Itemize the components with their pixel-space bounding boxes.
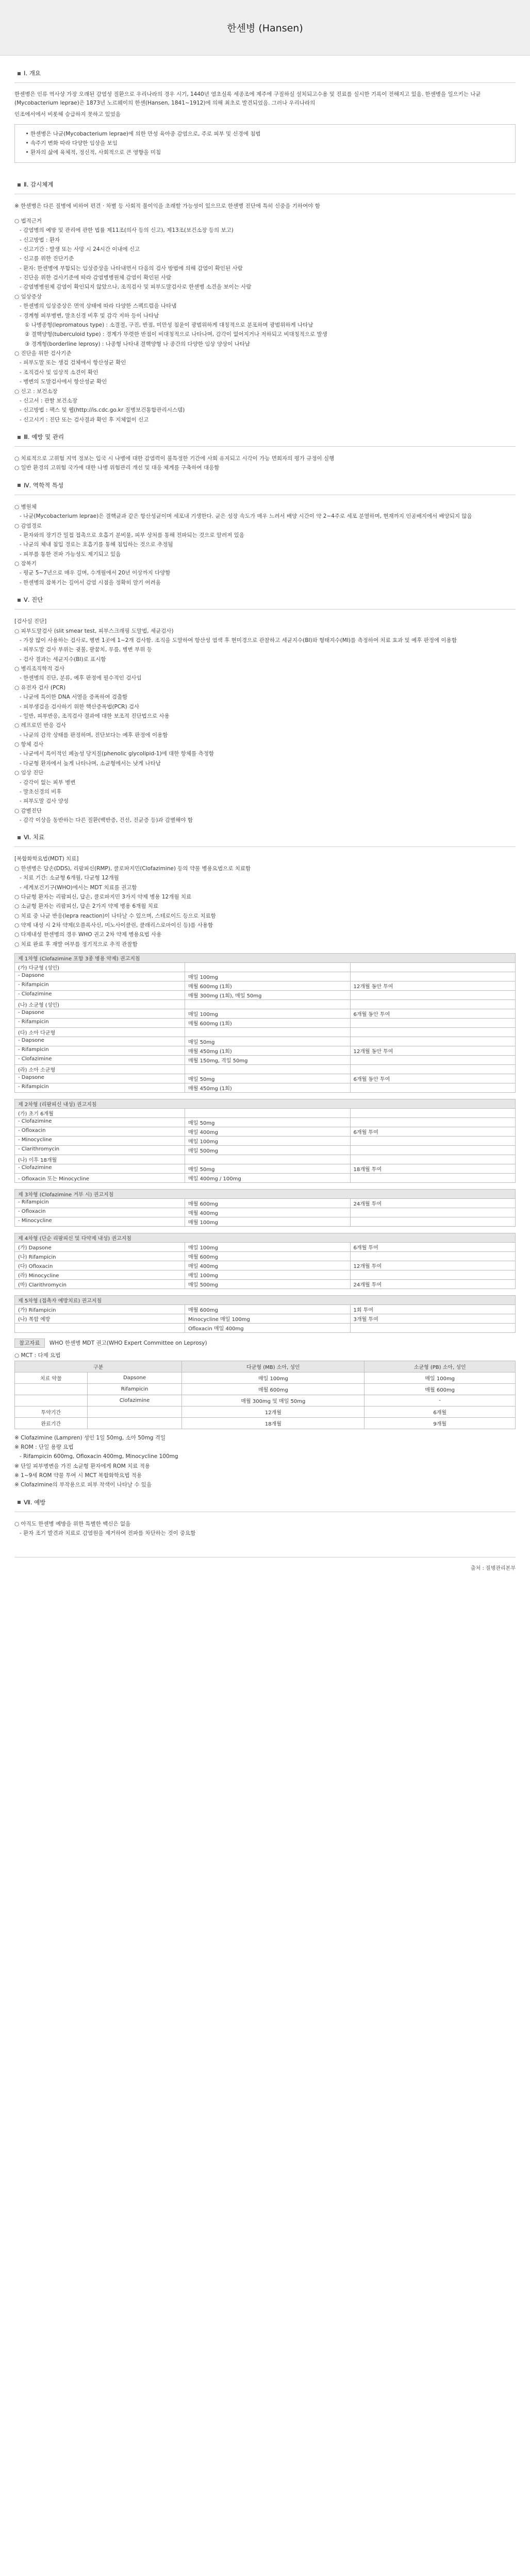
mct-cell: 매월 600mg xyxy=(182,1383,365,1395)
regimen-cell xyxy=(350,1000,515,1009)
text-line: - 신고방법 : 환자 xyxy=(20,236,60,243)
text-line: - 감염병의 예방 및 관리에 관한 법률 제11조(의사 등의 신고), 제13조(보건소장 등의 보고) xyxy=(20,227,234,234)
mct-cell: 매월 600mg xyxy=(365,1383,516,1395)
regimen-cell xyxy=(350,1155,515,1164)
regimen-cell: (가) 초기 6개월 xyxy=(15,1109,185,1118)
mct-header-cell: 구분 xyxy=(15,1361,182,1372)
regimen-row xyxy=(15,1146,516,1155)
regimen-row xyxy=(15,1243,516,1252)
mct-cell: 매월 300mg 및 매일 50mg xyxy=(182,1395,365,1406)
regimen-cell xyxy=(350,1109,515,1118)
regimen-row xyxy=(15,1208,516,1217)
vaccine-text xyxy=(14,1519,516,1538)
text-line: - 신고시기 : 진단 또는 검사결과 확인 후 지체없이 신고 xyxy=(20,416,149,423)
regimen-row xyxy=(15,1074,516,1083)
regimen-table xyxy=(14,1189,516,1227)
text-line: ※ 한센병은 다른 질병에 비하여 편견 · 차별 등 사회적 불이익을 초래할 가능성이 있으므로 한센병 진단에 특히 신중을 기하여야 함 xyxy=(14,203,320,210)
text-line: - 한센병의 잠복기는 길어서 감염 시점을 정확히 알기 어려움 xyxy=(20,579,161,586)
regimen-cell: 24개월 투여 xyxy=(350,1199,515,1208)
section-heading-diagnosis xyxy=(18,596,516,604)
regimen-row xyxy=(15,1261,516,1270)
regimen-title-row xyxy=(15,1296,516,1305)
mct-cell: Rifampicin xyxy=(87,1383,182,1395)
regimen-cell: 매일 50mg xyxy=(185,1118,350,1127)
square-bullet-icon xyxy=(18,1501,21,1504)
text-line: ○ 임상 진단 xyxy=(14,770,44,776)
text-line: - 신고기간 : 발생 또는 사망 시 24시간 이내에 신고 xyxy=(20,246,140,252)
mct-header-row xyxy=(15,1361,516,1372)
text-line: - 한센병의 진단, 분류, 예후 판정에 필수적인 검사임 xyxy=(20,675,142,682)
section-heading-prevention xyxy=(18,433,516,441)
text-line: ○ 치료 중 나균 반응(lepra reaction)이 나타날 수 있으며, 스테로이드 등으로 치료함 xyxy=(14,912,216,919)
reference-row xyxy=(14,1339,516,1347)
text-line: ○ 한센병은 답손(DDS), 리팜피신(RMP), 클로파지민(Clofazimine) 등의 약물 병용요법으로 치료함 xyxy=(14,865,251,872)
reference-label: 참고자료 xyxy=(14,1338,45,1348)
regimen-cell: (라) Minocycline xyxy=(15,1270,185,1280)
text-line: ○ 감별진단 xyxy=(14,807,42,814)
mct-cell: 18개월 xyxy=(182,1417,365,1429)
mct-cell: 투약기간 xyxy=(15,1406,88,1417)
regimen-cell: - Dapsone xyxy=(15,1037,185,1046)
regimen-row xyxy=(15,1270,516,1280)
text-line: ○ 일반 환경의 고위험 국가에 대한 나병 위험관리 개선 및 대응 체계를 구축하여 대응함 xyxy=(14,465,220,471)
section-heading-vaccine xyxy=(18,1498,516,1506)
regimen-cell: (나) 이후 18개월 xyxy=(15,1155,185,1164)
regimen-row xyxy=(15,1127,516,1137)
text-line xyxy=(14,211,516,216)
regimen-cell: (나) Rifampicin xyxy=(15,1252,185,1261)
regimen-cell: 6개월 투여 xyxy=(350,1243,515,1252)
reference-text: WHO 한센병 MDT 권고(WHO Expert Committee on Leprosy) xyxy=(49,1340,207,1347)
regimen-cell: - Ofloxacin xyxy=(15,1208,185,1217)
source-footer xyxy=(14,1557,516,1571)
text-line: ○ 유전자 검사 (PCR) xyxy=(14,684,66,691)
regimen-cell: (가) Dapsone xyxy=(15,1243,185,1252)
regimen-cell: 매월 600mg (1회) xyxy=(185,1019,350,1028)
mct-header-cell: 다균형 (MB) 소아, 성인 xyxy=(182,1361,365,1372)
regimen-cell xyxy=(185,963,350,972)
text-line: - 가장 많이 사용하는 검사로, 병변 1곳에 1~2개 검사함. 조직을 도말하여 항산성 염색 후 현미경으로 관찰하고 세균지수(BI)와 형태지수(MI)를 측정하여 치료 효과 및 예후 판정에 이용함 xyxy=(20,637,457,643)
square-bullet-icon xyxy=(18,484,21,487)
mct-table xyxy=(14,1361,516,1429)
regimen-cell xyxy=(350,1056,515,1065)
regimen-cell xyxy=(185,1109,350,1118)
regimen-cell: 매월 100mg xyxy=(185,1217,350,1227)
regimen-cell: - Rifampicin xyxy=(15,1019,185,1028)
regimen-cell: - Rifampicin xyxy=(15,1083,185,1093)
regimen-cell: 매월 400mg xyxy=(185,1208,350,1217)
text-line: - 신고방법 : 팩스 및 웹(http://is.cdc.go.kr 질병보건통합관리시스템) xyxy=(20,407,185,414)
regimen-cell: 매일 100mg xyxy=(185,1137,350,1146)
article-body xyxy=(0,56,530,1571)
regimen-cell: Minocycline 매일 100mg xyxy=(185,1314,350,1324)
text-line: - Rifampicin 600mg, Ofloxacin 400mg, Minocycline 100mg xyxy=(20,1453,178,1460)
treatment-notes xyxy=(14,1433,516,1490)
regimen-cell: 매월 600mg xyxy=(185,1252,350,1261)
regimen-cell: - Clofazimine xyxy=(15,1056,185,1065)
regimen-title: 제 2차형 (리팜피신 내성) 권고지침 xyxy=(15,1099,516,1109)
regimen-cell: 18개월 투여 xyxy=(350,1164,515,1174)
text-line: - 한센병의 임상증상은 면역 상태에 따라 다양한 스펙트럼을 나타냄 xyxy=(20,303,177,310)
regimen-cell: 12개월 동안 투여 xyxy=(350,981,515,991)
regimen-cell: (가) 다균형 (성인) xyxy=(15,963,185,972)
text-line: ○ 소균형 환자는 리팜피신, 답손 2가지 약제 병용 6개월 치료 xyxy=(14,903,159,910)
section-heading-surveillance xyxy=(18,180,516,189)
mct-header-cell: 소균형 (PB) 소아, 성인 xyxy=(365,1361,516,1372)
regimen-title: 제 1차형 (Clofazimine 포함 3종 병용 약제) 권고지침 xyxy=(15,954,516,963)
regimen-cell: 6개월 동안 투여 xyxy=(350,1009,515,1019)
regimen-cell: 매일 100mg xyxy=(185,1243,350,1252)
text-line: - 환자: 한센병에 부합되는 임상증상을 나타내면서 다음의 검사 방법에 의해 감염이 확인된 사람 xyxy=(20,265,243,272)
text-line: - 피부도말 또는 생검 검체에서 항산성균 확인 xyxy=(20,360,126,366)
regimen-cell: - Minocycline xyxy=(15,1137,185,1146)
mct-row xyxy=(15,1417,516,1429)
regimen-cell: 매일 100mg xyxy=(185,1270,350,1280)
regimen-table xyxy=(14,1295,516,1333)
text-line: - 평균 5~7년으로 매우 길며, 수개월에서 20년 이상까지 다양함 xyxy=(20,570,171,577)
text-line: ※ Clofazimine (Lampren) 성인 1일 50mg, 소아 50mg 격일 xyxy=(14,1434,166,1441)
regimen-cell xyxy=(350,1137,515,1146)
regimen-row xyxy=(15,1199,516,1208)
text-line: - 검사 결과는 세균지수(BI)로 표시함 xyxy=(20,656,106,663)
regimen-cell: 매일 500mg xyxy=(185,1280,350,1289)
text-line: - 피부생검을 검사하기 위한 핵산증폭법(PCR) 검사 xyxy=(20,703,140,710)
regimen-row xyxy=(15,1155,516,1164)
regimen-cell xyxy=(185,1028,350,1037)
regimen-cell: Ofloxacin 매일 400mg xyxy=(185,1324,350,1333)
regimen-row xyxy=(15,1314,516,1324)
section-heading-treatment xyxy=(18,833,516,841)
regimen-cell: 1회 투여 xyxy=(350,1305,515,1314)
mct-row xyxy=(15,1406,516,1417)
section-title: Ⅲ. 예방 및 관리 xyxy=(24,433,64,441)
surveillance-text xyxy=(14,201,516,425)
text-line: ※ Clofazimine의 부작용으로 피부 착색이 나타날 수 있음 xyxy=(14,1482,152,1488)
overview-summary-box xyxy=(14,124,516,163)
divider xyxy=(14,846,516,847)
text-line: - 다균형 환자에서 높게 나타나며, 소균형에서는 낮게 나타남 xyxy=(20,760,161,767)
regimen-title: 제 5차형 (접촉자 예방치료) 권고지침 xyxy=(15,1296,516,1305)
text-line: - 피부도말 검사 부위는 귓불, 팔꿈치, 무릎, 병변 부위 등 xyxy=(20,647,152,653)
section-title: Ⅳ. 역학적 특성 xyxy=(24,481,64,489)
mct-cell: Dapsone xyxy=(87,1372,182,1383)
overview-paragraph: 한센병은 인류 역사상 가장 오래된 감염성 질환으로 우리나라의 경우 시기, 1440년 염초실록 세종조에 제주에 구질하실 설치되고수용 및 진료를 실시한 기록이 전해지고 있음. 한센병을 일으키는 나균 (Mycobacterium leprae)은 1873년 노르웨이의 한센(Hansen, 1841~1912)에 의해 최초로 발견되었음. 그러나 우리나라의 xyxy=(14,91,481,107)
text-line: - 나균에 특이한 DNA 서열을 증폭하여 검출함 xyxy=(20,694,128,701)
regimen-cell: (가) Rifampicin xyxy=(15,1305,185,1314)
regimen-cell: 매일 500mg xyxy=(185,1146,350,1155)
mct-cell: 12개월 xyxy=(182,1406,365,1417)
section-heading-overview xyxy=(18,69,516,77)
section-title: Ⅴ. 진단 xyxy=(24,596,43,604)
regimen-cell: - Dapsone xyxy=(15,1074,185,1083)
regimen-cell: - Minocycline xyxy=(15,1217,185,1227)
mct-cell xyxy=(15,1383,88,1395)
text-line: ※ ROM : 단일 용량 요법 xyxy=(14,1444,74,1450)
regimen-cell: 매월 600mg xyxy=(185,1305,350,1314)
text-line: - 감각 이상을 동반하는 다른 질환(백반증, 건선, 진균증 등)과 감별해야 함 xyxy=(20,817,193,824)
regimen-cell: (다) Ofloxacin xyxy=(15,1261,185,1270)
regimen-cell: (나) 소균형 (성인) xyxy=(15,1000,185,1009)
regimen-cell: - Dapsone xyxy=(15,1009,185,1019)
regimen-row xyxy=(15,1217,516,1227)
regimen-cell: (나) 복합 예방 xyxy=(15,1314,185,1324)
mct-cell: - xyxy=(365,1395,516,1406)
text-line: [복합화학요법(MDT) 치료] xyxy=(14,856,79,862)
regimen-row xyxy=(15,1019,516,1028)
text-line: - 신고서 : 관할 보건소장 xyxy=(20,397,77,404)
regimen-row xyxy=(15,1280,516,1289)
regimen-cell: 매일 400mg xyxy=(185,1261,350,1270)
regimen-cell: 6개월 동안 투여 xyxy=(350,1074,515,1083)
text-line: - 피부를 통한 전파 가능성도 제기되고 있음 xyxy=(20,551,121,557)
text-line: - 조직검사 및 임상적 소견이 확인 xyxy=(20,369,98,376)
regimen-title-row xyxy=(15,1233,516,1243)
regimen-cell: - Clarithromycin xyxy=(15,1146,185,1155)
regimen-title-row xyxy=(15,1190,516,1199)
regimen-cell: 매월 450mg (1회) xyxy=(185,1046,350,1056)
regimen-cell: 매월 150mg, 격일 50mg xyxy=(185,1056,350,1065)
text-line: ○ 병원체 xyxy=(14,503,37,510)
text-line: - 일반, 피부반응, 조직검사 결과에 대한 보조적 진단법으로 사용 xyxy=(20,713,170,719)
regimen-cell: (다) 소아 다균형 xyxy=(15,1028,185,1037)
square-bullet-icon xyxy=(18,599,21,602)
regimen-cell: 3개월 투여 xyxy=(350,1314,515,1324)
section-title: Ⅵ. 치료 xyxy=(24,834,45,841)
regimen-cell xyxy=(185,1065,350,1074)
section-title: Ⅰ. 개요 xyxy=(24,70,41,77)
regimen-cell xyxy=(350,963,515,972)
regimen-cell xyxy=(350,1146,515,1155)
regimen-cell: 12개월 동안 투여 xyxy=(350,1046,515,1056)
regimen-row xyxy=(15,1324,516,1333)
text-line: - 나균의 감작 상태를 판정하며, 진단보다는 예후 판정에 이용함 xyxy=(20,732,168,738)
regimen-cell: (마) Clarithromycin xyxy=(15,1280,185,1289)
text-line: ① 나병종형(lepromatous type) : 소결절, 구진, 반점, 미만성 침윤이 광범위하게 대칭적으로 분포하며 광범위하게 나타남 xyxy=(25,321,313,328)
regimen-cell xyxy=(350,1217,515,1227)
regimen-row xyxy=(15,1056,516,1065)
text-line: - 나균(Mycobacterium leprae)은 결핵균과 같은 항산성균이며 세포내 기생한다. 균은 성장 속도가 매우 느려서 배양 시간이 약 2~4주로 세포 분열하며, 현재까지 인공배지에서 배양되지 않음 xyxy=(20,513,472,520)
text-line: ○ 신고 : 보건소장 xyxy=(14,388,58,395)
regimen-cell xyxy=(350,1252,515,1261)
text-line: - 진단을 위한 검사기준에 따라 감염병병원체 감염이 확인된 사람 xyxy=(20,275,172,281)
text-line: - 나균의 체내 침입 경로는 호흡기를 통해 침입하는 것으로 추정됨 xyxy=(20,541,173,548)
text-line: ○ 치료적으로 고위험 지역 정보는 입국 시 나병에 대한 감염력이 불특정한 기간에 사회 유지되고 시각이 가능 면회자의 평가 규정이 실행 xyxy=(14,455,335,462)
text-line: ○ 피부도말검사 (slit smear test, 피부스크래핑 도말법, 세균검사) xyxy=(14,628,174,634)
summary-item: • 환자의 삶에 육체적, 정신적, 사회적으로 큰 영향을 미침 xyxy=(30,148,508,158)
text-line: ② 결핵양형(tuberculoid type) : 경계가 뚜렷한 반점이 비대칭적으로 나타나며, 감각이 없어지거나 저하되고 비대칭적으로 발생 xyxy=(25,331,327,338)
regimen-row xyxy=(15,1164,516,1174)
regimen-row xyxy=(15,963,516,972)
text-line: ○ 법적근거 xyxy=(14,217,42,224)
text-line: - 병변의 도말검사에서 항산성균 확인 xyxy=(20,379,107,385)
regimen-cell: 매일 50mg xyxy=(185,1164,350,1174)
treatment-intro-text xyxy=(14,854,516,949)
regimen-cell xyxy=(15,1324,185,1333)
regimen-cell xyxy=(350,1174,515,1183)
regimen-row xyxy=(15,1083,516,1093)
regimen-cell xyxy=(350,1065,515,1074)
regimen-cell xyxy=(350,1083,515,1093)
regimen-cell xyxy=(350,1270,515,1280)
regimen-cell: 6개월 투여 xyxy=(350,1127,515,1137)
divider xyxy=(14,82,516,83)
regimen-row xyxy=(15,1109,516,1118)
regimen-cell: - Dapsone xyxy=(15,972,185,981)
regimen-cell: 매일 50mg xyxy=(185,1037,350,1046)
page-title: 한센병 (Hansen) xyxy=(227,23,303,34)
regimen-cell xyxy=(350,1019,515,1028)
text-line: ○ 진단을 위한 검사기준 xyxy=(14,350,72,357)
regimen-row xyxy=(15,1028,516,1037)
regimen-cell xyxy=(185,1000,350,1009)
regimen-cell xyxy=(350,1208,515,1217)
text-line: [검사실 진단] xyxy=(14,618,47,625)
mct-cell: Clofazimine xyxy=(87,1395,182,1406)
regimen-title: 제 3차형 (Clofazimine 거부 시) 권고지침 xyxy=(15,1190,516,1199)
regimen-cell: - Rifampicin xyxy=(15,1046,185,1056)
regimen-cell xyxy=(350,972,515,981)
mct-row xyxy=(15,1383,516,1395)
regimen-cell xyxy=(350,1028,515,1037)
square-bullet-icon xyxy=(18,72,21,75)
regimen-cell: 매일 50mg xyxy=(185,1074,350,1083)
regimen-cell: 24개월 투여 xyxy=(350,1280,515,1289)
text-line: - 말초신경의 비후 xyxy=(20,788,62,795)
text-line: - 피부도말 검사 양성 xyxy=(20,798,69,805)
regimen-row xyxy=(15,1305,516,1314)
regimen-title: 제 4차형 (단순 리팜피신 및 다약제 내성) 권고지침 xyxy=(15,1233,516,1243)
epidemiology-text xyxy=(14,502,516,587)
text-line: ○ 레프로민 반응 검사 xyxy=(14,722,67,729)
square-bullet-icon xyxy=(18,436,21,439)
regimen-cell: - Rifampicin xyxy=(15,981,185,991)
mct-cell xyxy=(87,1417,182,1429)
summary-item: • 속주기 변화 따라 다양한 임상을 보임 xyxy=(30,139,508,148)
text-line: ○ 항체 검사 xyxy=(14,741,44,748)
text-line: - 감각이 없는 피부 병변 xyxy=(20,779,76,786)
mct-cell: 매일 100mg xyxy=(365,1372,516,1383)
regimen-title-row xyxy=(15,1099,516,1109)
source-text: 출처 : 질병관리본부 xyxy=(470,1565,516,1571)
text-line: ③ 경계형(borderline leprosy) : 나종형 나타내 결핵양형 나 종간의 다양한 임상 양상이 나타남 xyxy=(25,341,251,347)
text-line: ○ 다균형 환자는 리팜피신, 답손, 클로파지민 3가지 약제 병용 12개월 치료 xyxy=(14,893,192,900)
text-line: ○ 잠복기 xyxy=(14,561,37,567)
regimen-row xyxy=(15,1252,516,1261)
text-line: ○ 다제내성 한센병의 경우 WHO 권고 2차 약제 병용요법 사용 xyxy=(14,931,162,938)
prevention-text xyxy=(14,454,516,473)
regimen-cell xyxy=(185,1155,350,1164)
regimen-cell: - Rifampicin xyxy=(15,1199,185,1208)
regimen-cell: - Ofloxacin xyxy=(15,1127,185,1137)
regimen-table xyxy=(14,1099,516,1183)
text-line: - 치료 기간: 소균형 6개월, 다균형 12개월 xyxy=(20,875,119,882)
regimen-row xyxy=(15,972,516,981)
text-line: - 감염병병원체 감염이 확인되지 않았으나, 조직검사 및 피부도말검사로 한센병 소견을 보이는 사람 xyxy=(20,284,252,291)
regimen-cell: 매월 600mg xyxy=(185,1199,350,1208)
regimen-table xyxy=(14,953,516,1093)
regimen-cell xyxy=(350,1037,515,1046)
mct-row xyxy=(15,1372,516,1383)
text-line: - 신고를 위한 진단기준 xyxy=(20,256,74,262)
regimen-row xyxy=(15,991,516,1000)
mct-label: ○ MCT : 다제 요법 xyxy=(14,1352,61,1359)
regimen-row xyxy=(15,1046,516,1056)
text-line: ○ 약제 내성 시 2차 약제(오플록사신, 미노사이클린, 클래리스로마이신 등)를 사용함 xyxy=(14,922,213,929)
text-line: ○ 병리조직학적 검사 xyxy=(14,666,64,672)
mct-cell xyxy=(15,1395,88,1406)
mct-cell xyxy=(87,1406,182,1417)
section-heading-epidemiology xyxy=(18,481,516,489)
square-bullet-icon xyxy=(18,183,21,187)
regimen-row xyxy=(15,981,516,991)
page-header xyxy=(0,0,530,56)
text-line: ○ 임상증상 xyxy=(14,293,42,300)
regimen-cell: - Clofazimine xyxy=(15,1118,185,1127)
regimen-cell: 매월 450mg (1회) xyxy=(185,1083,350,1093)
text-line: - 환자와의 장기간 밀접 접촉으로 호흡기 분비물, 피부 상처를 통해 전파되는 것으로 알려져 있음 xyxy=(20,532,244,538)
text-line: ○ 치료 완료 후 재발 여부를 정기적으로 추적 관찰함 xyxy=(14,941,138,947)
square-bullet-icon xyxy=(18,836,21,839)
text-line: ○ 감염경로 xyxy=(14,522,42,529)
mct-row xyxy=(15,1395,516,1406)
regimen-cell xyxy=(350,1118,515,1127)
regimen-row xyxy=(15,1037,516,1046)
text-line: ※ 단일 피부병변을 가진 소균형 환자에게 ROM 치료 적용 xyxy=(14,1463,150,1469)
text-line: ※ 1~9세 ROM 약물 투여 시 MCT 복합화학요법 적용 xyxy=(14,1472,142,1479)
diagnosis-text xyxy=(14,617,516,825)
regimen-tables xyxy=(14,953,516,1333)
regimen-row xyxy=(15,1065,516,1074)
section-title: Ⅱ. 감시체계 xyxy=(24,181,54,189)
regimen-cell: 매월 300mg (1회), 매일 50mg xyxy=(185,991,350,1000)
regimen-cell: 매일 100mg xyxy=(185,1009,350,1019)
regimen-cell: (라) 소아 소균형 xyxy=(15,1065,185,1074)
regimen-cell xyxy=(350,991,515,1000)
regimen-cell: - Clofazimine xyxy=(15,991,185,1000)
mct-cell: 치료 약물 xyxy=(15,1372,88,1383)
mct-cell: 완료기간 xyxy=(15,1417,88,1429)
regimen-cell: - Clofazimine xyxy=(15,1164,185,1174)
mct-cell: 6개월 xyxy=(365,1406,516,1417)
regimen-row xyxy=(15,1174,516,1183)
regimen-cell: 매월 600mg (1회) xyxy=(185,981,350,991)
text-line: - 세계보건기구(WHO)에서는 MDT 치료를 권고함 xyxy=(20,884,137,891)
regimen-table xyxy=(14,1233,516,1289)
text-line: - 경계형 피부병변, 말초신경 비후 및 감각 저하 등이 나타남 xyxy=(20,312,159,319)
regimen-cell: 매일 400mg / 100mg xyxy=(185,1174,350,1183)
mct-cell: 9개월 xyxy=(365,1417,516,1429)
overview-paragraph: 인조에서에서 비롯해 승급하지 못하고 있었음 xyxy=(14,111,121,117)
regimen-cell xyxy=(350,1324,515,1333)
regimen-cell: 12개월 투여 xyxy=(350,1261,515,1270)
mct-cell: 매일 100mg xyxy=(182,1372,365,1383)
regimen-cell: 매일 100mg xyxy=(185,972,350,981)
regimen-cell: - Ofloxacin 또는 Minocycline xyxy=(15,1174,185,1183)
summary-item: • 한센병은 나균(Mycobacterium leprae)에 의한 만성 육아종 감염으로, 주로 피부 및 신경에 침범 xyxy=(30,130,508,139)
text-line: - 나균에서 특이적인 페놀성 당지질(phenolic glycolipid-1)에 대한 항체를 측정함 xyxy=(20,751,214,757)
text-line: ○ 아직도 한센병 예방을 위한 특별한 백신은 없음 xyxy=(14,1520,131,1527)
regimen-title-row xyxy=(15,954,516,963)
regimen-row xyxy=(15,1137,516,1146)
regimen-row xyxy=(15,1118,516,1127)
divider xyxy=(14,446,516,447)
text-line: - 환자 조기 발견과 치료로 감염원을 제거하여 전파를 차단하는 것이 중요함 xyxy=(20,1530,196,1537)
regimen-row xyxy=(15,1000,516,1009)
regimen-row xyxy=(15,1009,516,1019)
section-title: Ⅶ. 예방 xyxy=(24,1498,46,1506)
regimen-cell: 매일 400mg xyxy=(185,1127,350,1137)
